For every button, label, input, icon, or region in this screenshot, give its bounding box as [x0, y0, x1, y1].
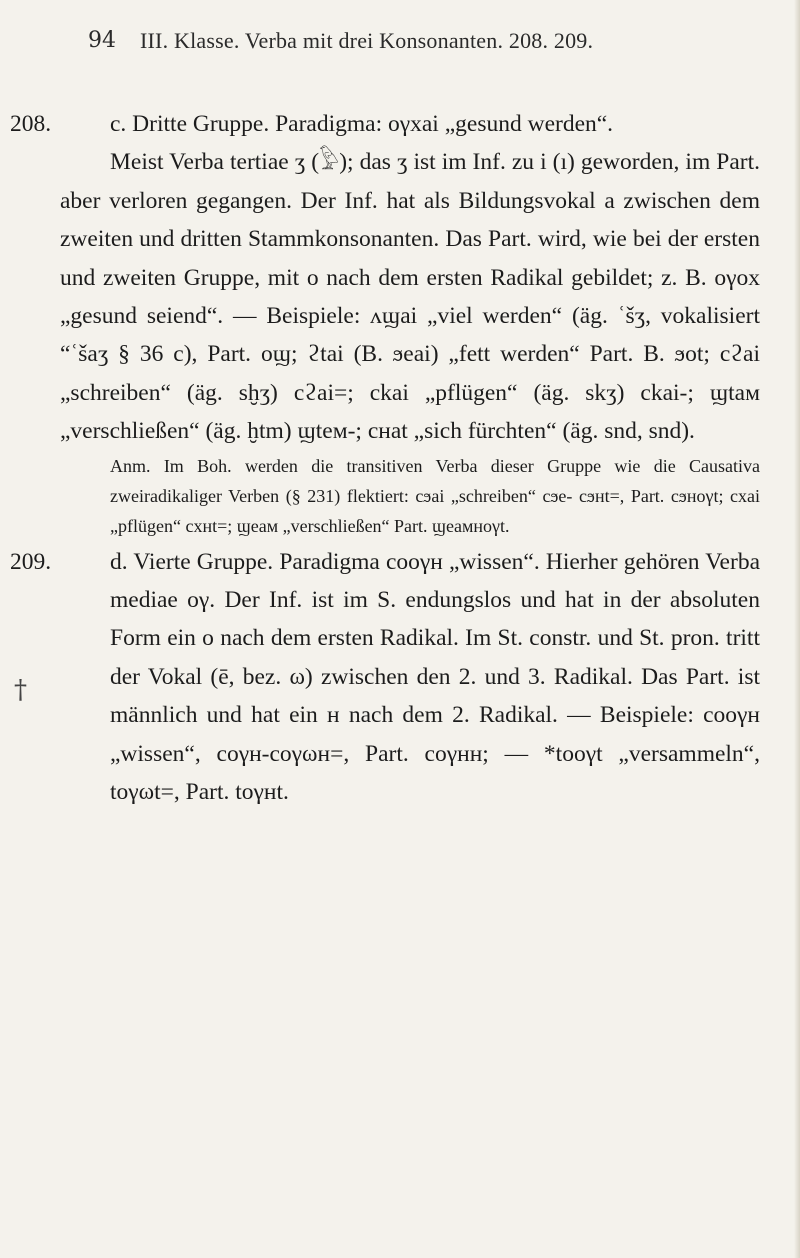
page-edge-shadow — [794, 0, 800, 1258]
section-208-note: Anm. Im Boh. werden die transitiven Verba dieser Gruppe wie die Causativa zweiradikaliger Verben (§ 231) flektiert: cϧai „schreiben“ cϧe- cϧнt=, Part. cϧнoγt; cxai „pflügen“ cxнt=; ϣeaм „verschließen“ Part. ϣeaмнoγt. — [110, 455, 760, 536]
section-208-heading — [10, 105, 760, 143]
section-number: 208. — [10, 111, 52, 137]
section-208-paragraph: Meist Verba tertiae ʒ (𓅱); das ʒ ist im Inf. zu i (ı) geworden, im Part. aber verloren gegangen. Der Inf. hat als Bildungsvokal a zwischen dem zweiten und dritten Stammkonsonanten. Das Part. wird, wie bei der ersten und zweiten Gruppe, mit o nach dem ersten Radikal gebildet; z. B. oγox „gesund seiend“. — Beispiele: ʌϣai „viel werden“ (äg. ʿšʒ, vokalisiert “ʿšaʒ § 36 c), Part. oϣ; ϩtai (B. ϧeai) „fett werden“ Part. B. ϧot; cϩai „schreiben“ (äg. sḫʒ) cϩai=; ckai „pflügen“ (äg. skʒ) ckai-; ϣtaм „verschließen“ (äg. ḫtm) ϣteм-; cнat „sich fürchten“ (äg. snd, snd). — [60, 149, 760, 445]
page-number: 94 — [88, 28, 116, 53]
section-number: 209. — [10, 548, 52, 575]
section-209-paragraph — [10, 543, 760, 812]
section-208-line-1: c. Dritte Gruppe. Paradigma: oγxai „gesund werden“. — [110, 111, 614, 137]
body-text — [10, 105, 760, 812]
section-209-text: d. Vierte Gruppe. Paradigma cooγн „wissen“. Hierher gehören Verba mediae oγ. Der Inf. ist im S. endungslos und hat in der absoluten Form ein o nach dem ersten Radikal. Im St. constr. und St. pron. tritt der Vokal (ē, bez. ω) zwischen den 2. und 3. Radikal. Das Part. ist männlich und hat ein н nach dem 2. Radikal. — Beispiele: cooγн „wissen“, coγн-coγωн=, Part. coγнн; — *tooγt „versammeln“, toγωt=, Part. toγнt. — [110, 548, 760, 806]
margin-cross-mark: † — [14, 675, 27, 705]
running-title: III. Klasse. Verba mit drei Konsonanten. 208. 209. — [140, 28, 594, 53]
